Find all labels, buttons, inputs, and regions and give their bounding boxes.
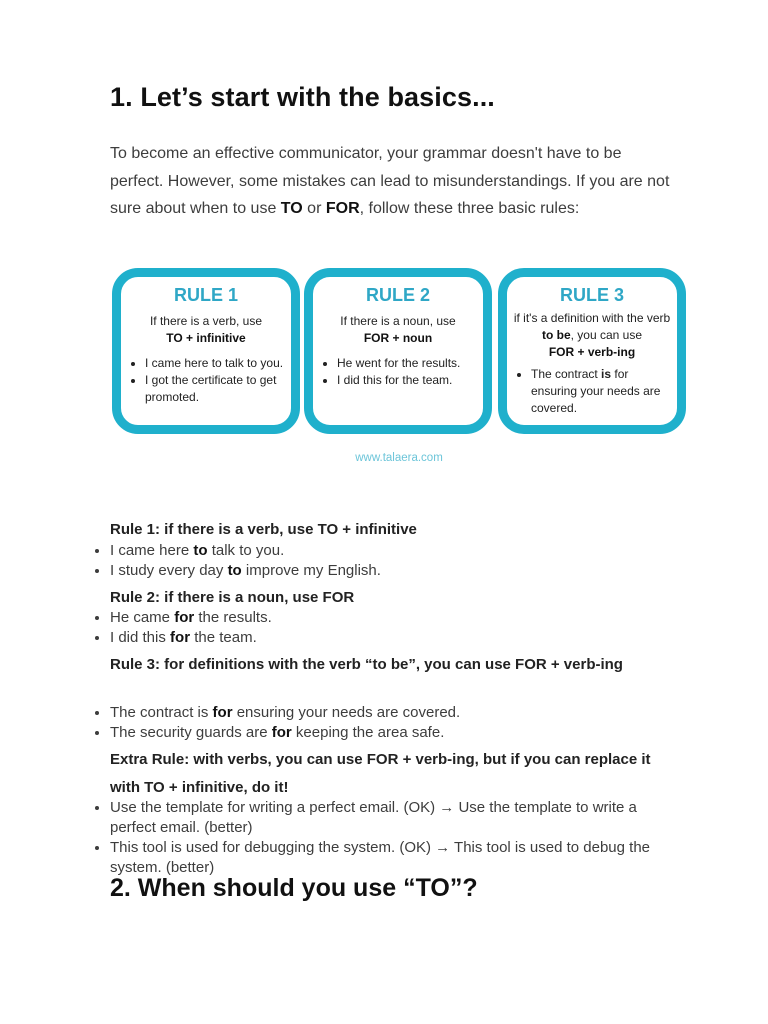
list-item xyxy=(110,628,670,648)
rule-card-title: RULE 3 xyxy=(559,285,624,305)
rule-card-example: • I got the certificate to get promoted. xyxy=(145,372,285,406)
rule-card-examples xyxy=(313,355,483,389)
example-bold: is xyxy=(601,367,612,381)
intro-bold-to: TO xyxy=(280,200,303,217)
rule-3-examples xyxy=(88,703,670,743)
example-text: the team. xyxy=(190,629,257,646)
rule-card-title: RULE 2 xyxy=(365,285,430,305)
example-text: The contract xyxy=(531,367,602,381)
example-bold: for xyxy=(212,704,233,721)
rule-card-desc-line: If there is a noun, use xyxy=(340,314,456,328)
rule-card-example: • I did this for the team. xyxy=(337,372,477,389)
source-url: www.talaera.com xyxy=(355,452,443,464)
example-text: talk to you. xyxy=(207,542,285,559)
example-text: The contract is xyxy=(110,704,213,721)
example-text: improve my English. xyxy=(241,562,381,579)
intro-paragraph xyxy=(110,140,670,223)
rule-card-title: RULE 1 xyxy=(173,285,238,305)
section-2-heading: 2. When should you use “TO”? xyxy=(110,874,478,902)
rule-card-desc-line: , you can use xyxy=(570,328,643,342)
intro-text: or xyxy=(302,200,326,217)
rule-card-formula: FOR + noun xyxy=(363,331,433,345)
rule-card-example: • I came here to talk to you. xyxy=(145,355,285,372)
rule-card-example: • He went for the results. xyxy=(337,355,477,372)
example-bold: for xyxy=(174,609,195,626)
intro-text: , follow these three basic rules: xyxy=(359,200,580,217)
extra-rule-heading: Extra Rule: with verbs, you can use FOR + verb-ing, but if you can replace it with TO + infinitive, do it! xyxy=(110,751,651,796)
rule-card-1 xyxy=(112,268,300,434)
rule-3-heading: Rule 3: for definitions with the verb “to be”, you can use FOR + verb-ing xyxy=(110,656,623,673)
rule-card-example xyxy=(531,366,671,417)
list-item: • Use the template for writing a perfect email. (OK) → Use the template to write a perfect email. (better) xyxy=(110,798,670,838)
list-item xyxy=(110,561,670,581)
example-text: the results. xyxy=(194,609,272,626)
example-bold: for xyxy=(271,724,292,741)
example-text: for ensuring your needs are covered. xyxy=(531,367,661,415)
rule-card-3 xyxy=(498,268,686,434)
rule-card-desc-line: If there is a verb, use xyxy=(149,314,263,328)
rule-card-examples xyxy=(507,366,677,417)
rule-1-heading: Rule 1: if there is a verb, use TO + infinitive xyxy=(110,521,417,538)
rule-2-heading: Rule 2: if there is a noun, use FOR xyxy=(110,589,355,606)
example-bold: to xyxy=(227,562,242,579)
rule-card-desc-bold: to be xyxy=(541,328,571,342)
rule-card-description xyxy=(121,313,291,347)
example-text: The security guards are xyxy=(110,724,272,741)
rule-2-examples xyxy=(88,608,670,648)
page-title: 1. Let’s start with the basics... xyxy=(110,82,495,112)
list-item xyxy=(110,608,670,628)
list-item xyxy=(110,723,670,743)
list-item xyxy=(110,541,670,561)
rule-card-examples xyxy=(121,355,291,406)
rules-infographic xyxy=(108,262,690,472)
example-bold: for xyxy=(170,629,191,646)
example-text: ensuring your needs are covered. xyxy=(232,704,461,721)
example-text: I came here xyxy=(110,542,194,559)
rule-card-desc-line: if it's a definition with the verb xyxy=(513,311,671,325)
rule-card-description xyxy=(313,313,483,347)
example-text: keeping the area safe. xyxy=(291,724,445,741)
example-text: I study every day xyxy=(110,562,228,579)
rule-card-description xyxy=(507,310,677,361)
example-text: I did this xyxy=(110,629,171,646)
rule-card-formula: FOR + verb-ing xyxy=(548,345,636,359)
rule-1-examples xyxy=(88,541,670,581)
example-bold: to xyxy=(193,542,208,559)
rule-card-2 xyxy=(304,268,492,434)
list-item: • This tool is used for debugging the system. (OK) → This tool is used to debug the system. (better) xyxy=(110,838,670,878)
example-text: He came xyxy=(110,609,175,626)
rule-card-formula: TO + infinitive xyxy=(166,331,246,345)
intro-text: To become an effective communicator, your grammar doesn't have to be perfect. However, some mistakes can lead to misunderstandings. If you are not sure about when to use xyxy=(110,145,670,217)
extra-rule-examples xyxy=(88,798,670,878)
intro-bold-for: FOR xyxy=(325,200,360,217)
list-item xyxy=(110,703,670,723)
